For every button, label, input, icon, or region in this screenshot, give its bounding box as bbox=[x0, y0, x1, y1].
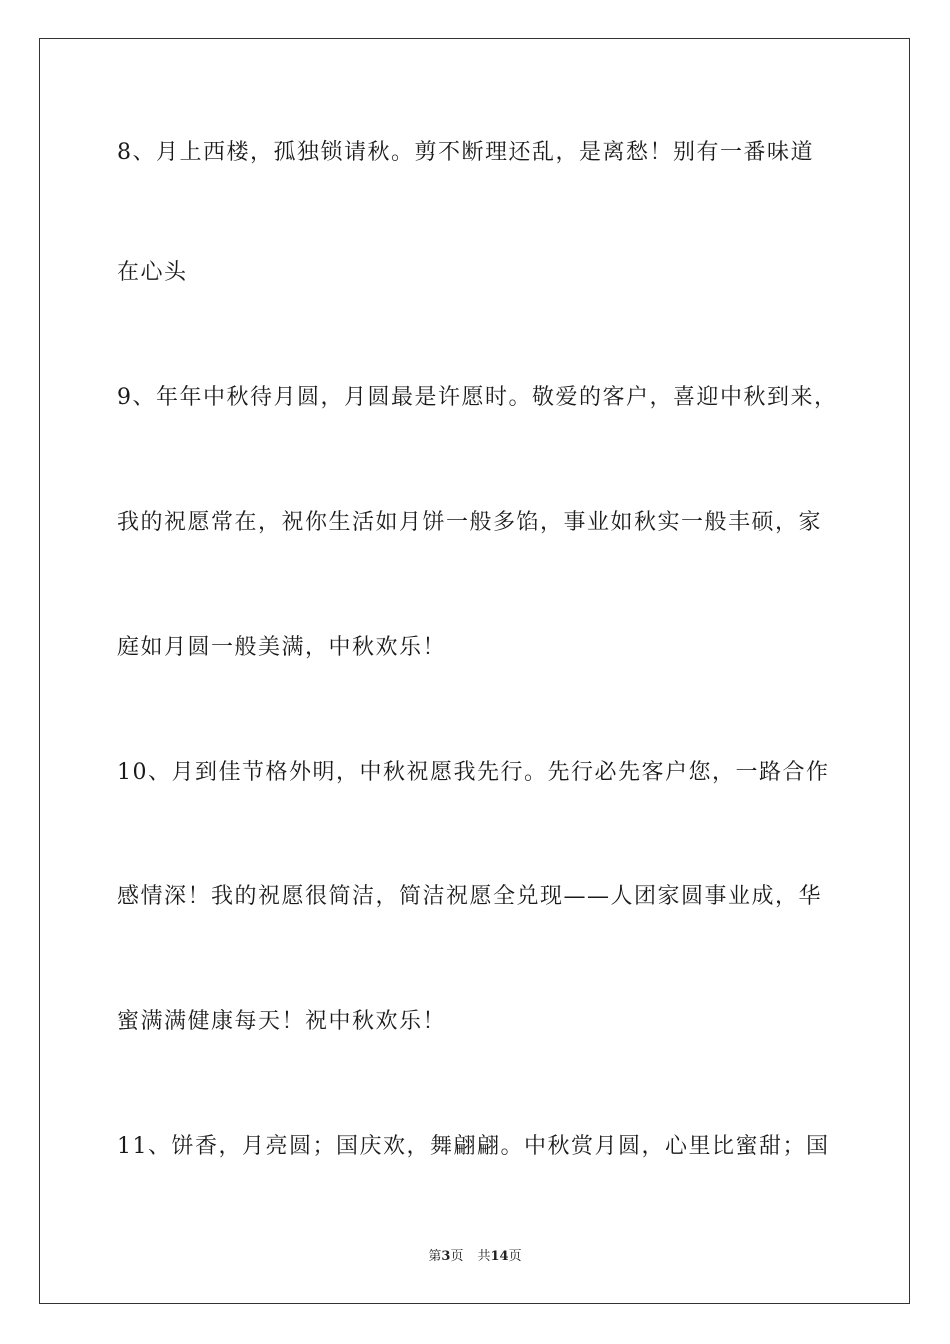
total-suffix: 页 bbox=[508, 1249, 522, 1264]
page-border bbox=[39, 38, 910, 1304]
text-line: 感情深！我的祝愿很简洁，简洁祝愿全兑现——人团家圆事业成，华 bbox=[117, 884, 823, 909]
text-line: 蜜满满健康每天！祝中秋欢乐！ bbox=[117, 1009, 447, 1034]
text-line: 我的祝愿常在，祝你生活如月饼一般多馅，事业如秋实一般丰硕，家 bbox=[117, 510, 823, 535]
text-line: 庭如月圆一般美满，中秋欢乐！ bbox=[117, 635, 447, 660]
text-line: 9、年年中秋待月圆，月圆最是许愿时。敬爱的客户，喜迎中秋到来， bbox=[117, 385, 838, 410]
total-pages: 14 bbox=[490, 1249, 509, 1264]
total-prefix: 共 bbox=[477, 1249, 491, 1264]
text-line: 10、月到佳节格外明，中秋祝愿我先行。先行必先客户您，一路合作 bbox=[117, 760, 830, 785]
page-footer bbox=[0, 1248, 950, 1266]
text-line: 在心头 bbox=[117, 260, 188, 285]
page-number: 3 bbox=[441, 1249, 451, 1264]
page-prefix: 第 bbox=[428, 1249, 442, 1264]
text-line: 11、饼香，月亮圆；国庆欢，舞翩翩。中秋赏月圆，心里比蜜甜；国 bbox=[117, 1134, 830, 1159]
page-suffix: 页 bbox=[450, 1249, 464, 1264]
text-line: 8、月上西楼，孤独锁请秋。剪不断理还乱，是离愁！别有一番味道 bbox=[117, 140, 814, 165]
